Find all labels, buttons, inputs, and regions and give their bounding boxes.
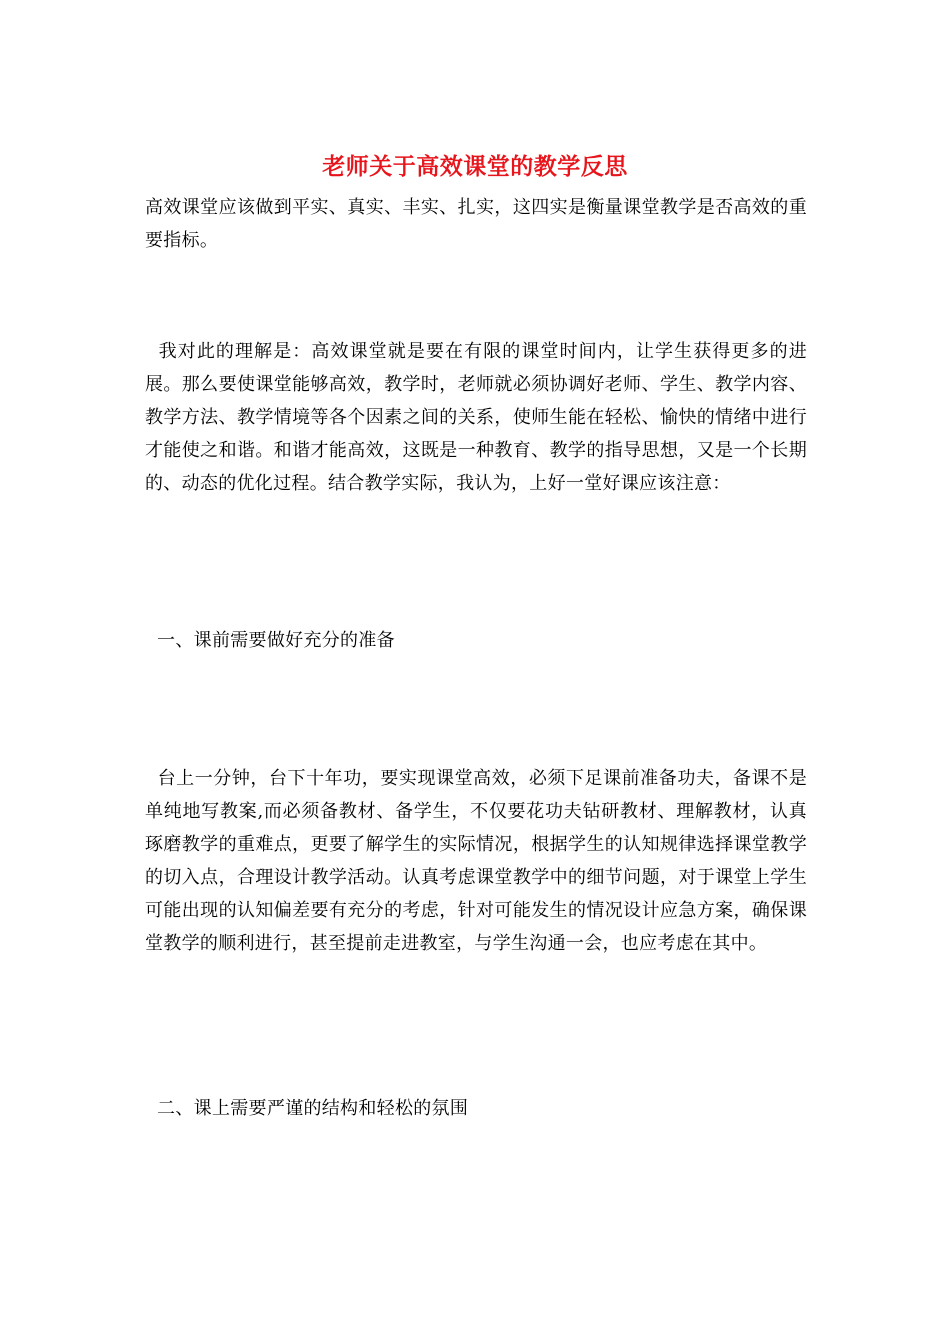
- paragraph-section-1: 台上一分钟，台下十年功，要实现课堂高效，必须下足课前准备功夫，备课不是单纯地写教案,而必须备教材、备学生，不仅要花功夫钻研教材、理解教材，认真琢磨教学的重难点，更要了解学生的实际情况，根据学生的认知规律选择课堂教学的切入点，合理设计教学活动。认真考虑课堂教学中的细节问题，对于课堂上学生可能出现的认知偏差要有充分的考虑，针对可能发生的情况设计应急方案，确保课堂教学的顺利进行，甚至提前走进教室，与学生沟通一会，也应考虑在其中。: [145, 768, 808, 954]
- paragraph-intro: 高效课堂应该做到平实、真实、丰实、扎实，这四实是衡量课堂教学是否高效的重要指标。: [145, 197, 807, 251]
- document-title: 老师关于高效课堂的教学反思: [322, 153, 628, 180]
- section-heading-2: 二、课上需要严谨的结构和轻松的氛围: [145, 1098, 469, 1119]
- paragraph-understanding: 我对此的理解是：高效课堂就是要在有限的课堂时间内，让学生获得更多的进展。那么要使课堂能够高效，教学时，老师就必须协调好老师、学生、教学内容、教学方法、教学情境等各个因素之间的关系，使师生能在轻松、愉快的情绪中进行才能使之和谐。和谐才能高效，这既是一种教育、教学的指导思想，又是一个长期的、动态的优化过程。结合教学实际，我认为，上好一堂好课应该注意：: [145, 341, 808, 494]
- section-heading-1: 一、课前需要做好充分的准备: [145, 630, 395, 651]
